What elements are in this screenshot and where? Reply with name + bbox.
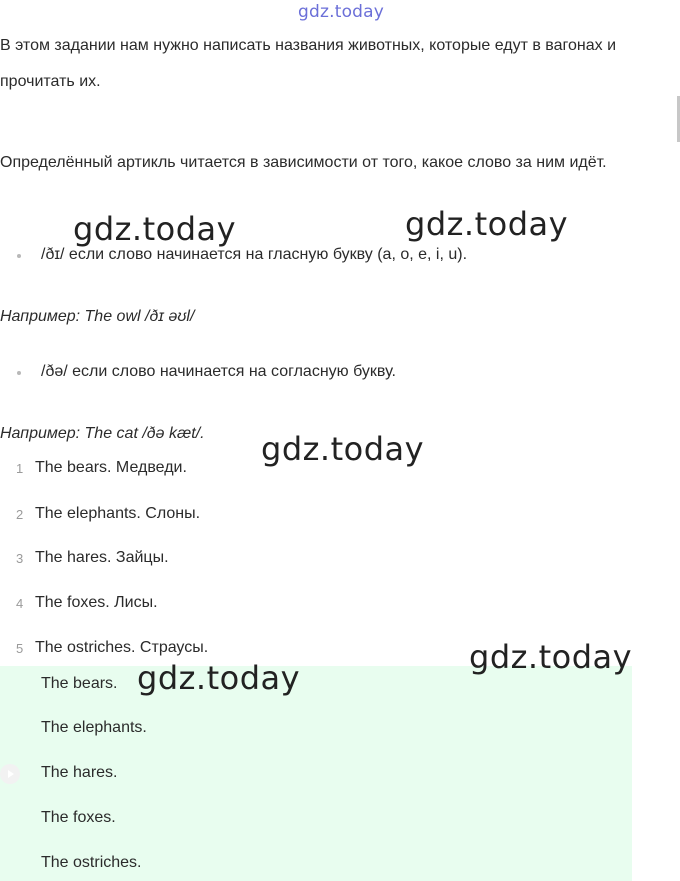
bullet-dot-icon [17, 371, 21, 375]
list-number: 2 [16, 507, 24, 522]
watermark: gdz.today [405, 205, 569, 243]
watermark: gdz.today [469, 638, 633, 676]
site-logo[interactable]: gdz.today [298, 2, 385, 22]
list-number: 1 [16, 461, 24, 476]
answer-line: The bears. [41, 675, 118, 692]
play-icon[interactable] [0, 764, 20, 784]
example-text: Например: The cat /ðə kæt/. [0, 425, 205, 442]
list-text: The elephants. Слоны. [35, 505, 201, 522]
list-text: The hares. Зайцы. [35, 549, 169, 566]
bullet-dot-icon [17, 254, 21, 258]
list-text: The foxes. Лисы. [35, 594, 158, 611]
answer-line: The hares. [41, 764, 118, 781]
list-number: 5 [16, 641, 24, 656]
bullet-text: /ðə/ если слово начинается на согласную букву. [41, 363, 396, 380]
list-text: The bears. Медведи. [35, 459, 187, 476]
bullet-text: /ðɪ/ если слово начинается на гласную букву (a, o, e, i, u). [41, 246, 468, 263]
list-text: The ostriches. Страусы. [35, 639, 209, 656]
answer-line: The ostriches. [41, 854, 142, 871]
list-number: 4 [16, 596, 24, 611]
watermark: gdz.today [137, 659, 301, 697]
answer-line: The elephants. [41, 719, 147, 736]
answer-line: The foxes. [41, 809, 116, 826]
article-rule-paragraph: Определённый артикль читается в зависимости от того, какое слово за ним идёт. [0, 154, 607, 171]
example-text: Например: The owl /ðɪ əʊl/ [0, 308, 195, 325]
list-number: 3 [16, 551, 24, 566]
intro-paragraph: В этом задании нам нужно написать названия животных, которые едут в вагонах и прочитать их. [0, 37, 617, 90]
watermark: gdz.today [261, 430, 425, 468]
watermark: gdz.today [73, 210, 237, 248]
